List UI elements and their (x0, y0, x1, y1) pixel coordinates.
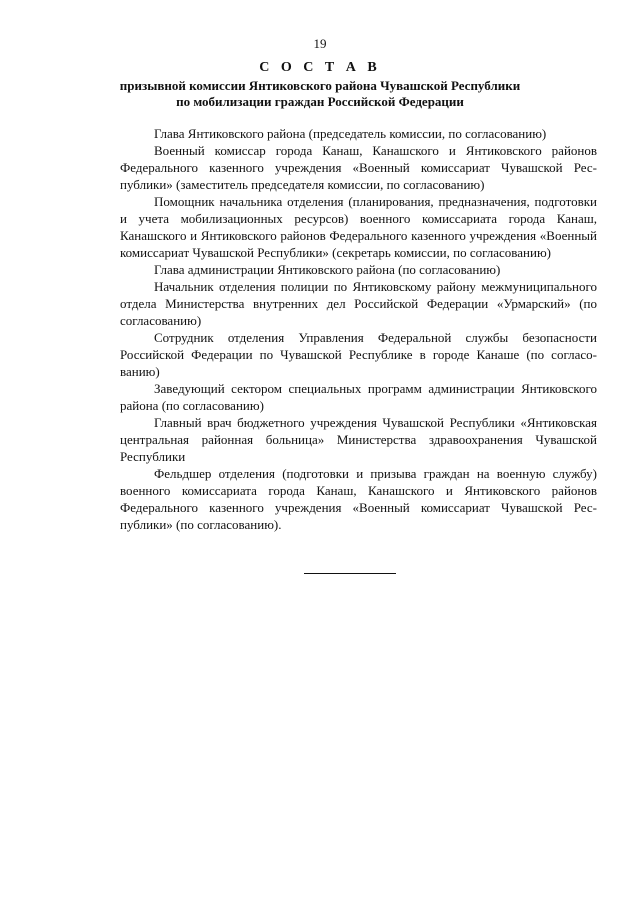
document-subtitle-line-2: по мобилизации граждан Российской Федерации (176, 94, 464, 109)
page-number: 19 (313, 36, 327, 51)
member-fsb-officer: Сотрудник отделения Управления Федеральной службы безопасности Российской Федерации по Чувашской Республике в городе Канаше (по согласованию) (120, 330, 597, 379)
closing-separator-line (304, 573, 396, 574)
member-special-programs-head: Заведующий сектором специальных программ администрации Янтиковского района (по согласованию) (120, 381, 597, 413)
member-chief-physician: Главный врач бюджетного учреждения Чувашской Республики «Янтиковская центральная районная больница» Министерства здравоохранения Чувашской Республики (120, 415, 597, 464)
member-chairman: Глава Янтиковского района (председатель комиссии, по согласованию) (154, 126, 547, 141)
member-secretary: Помощник начальника отделения (планирования, предназначения, подготовки и учета мобилизационных ресурсов) военного комиссариата города Канаш, Канашского и Янтиковского районов Федерального казенного учреждения «Военный комиссариат Чувашской Республики» (секретарь комиссии, по согласованию) (120, 194, 597, 260)
document-subtitle-line-1: призывной комиссии Янтиковского района Чувашской Республики (119, 78, 521, 93)
member-police-chief: Начальник отделения полиции по Янтиковскому району межмуниципального отдела Министерства внутренних дел Российской Федерации «Урмарский» (по согласованию) (120, 279, 597, 328)
member-paramedic: Фельдшер отделения (подготовки и призыва граждан на военную службу) военного комиссариата города Канаш, Канашского и Янтиковского районов Федерального казенного учреждения «Военный комиссариат Чувашской Республики» (по согласованию). (120, 466, 597, 532)
commission-members-list (120, 125, 597, 533)
document-title: С О С Т А В (259, 60, 381, 75)
member-deputy-chairman: Военный комиссар города Канаш, Канашского и Янтиковского районов Федерального казенного учреждения «Военный комиссариат Чувашской Республики» (заместитель председателя комиссии, по согласованию) (120, 143, 597, 192)
member-head-of-administration: Глава администрации Янтиковского района (по согласованию) (154, 262, 501, 277)
